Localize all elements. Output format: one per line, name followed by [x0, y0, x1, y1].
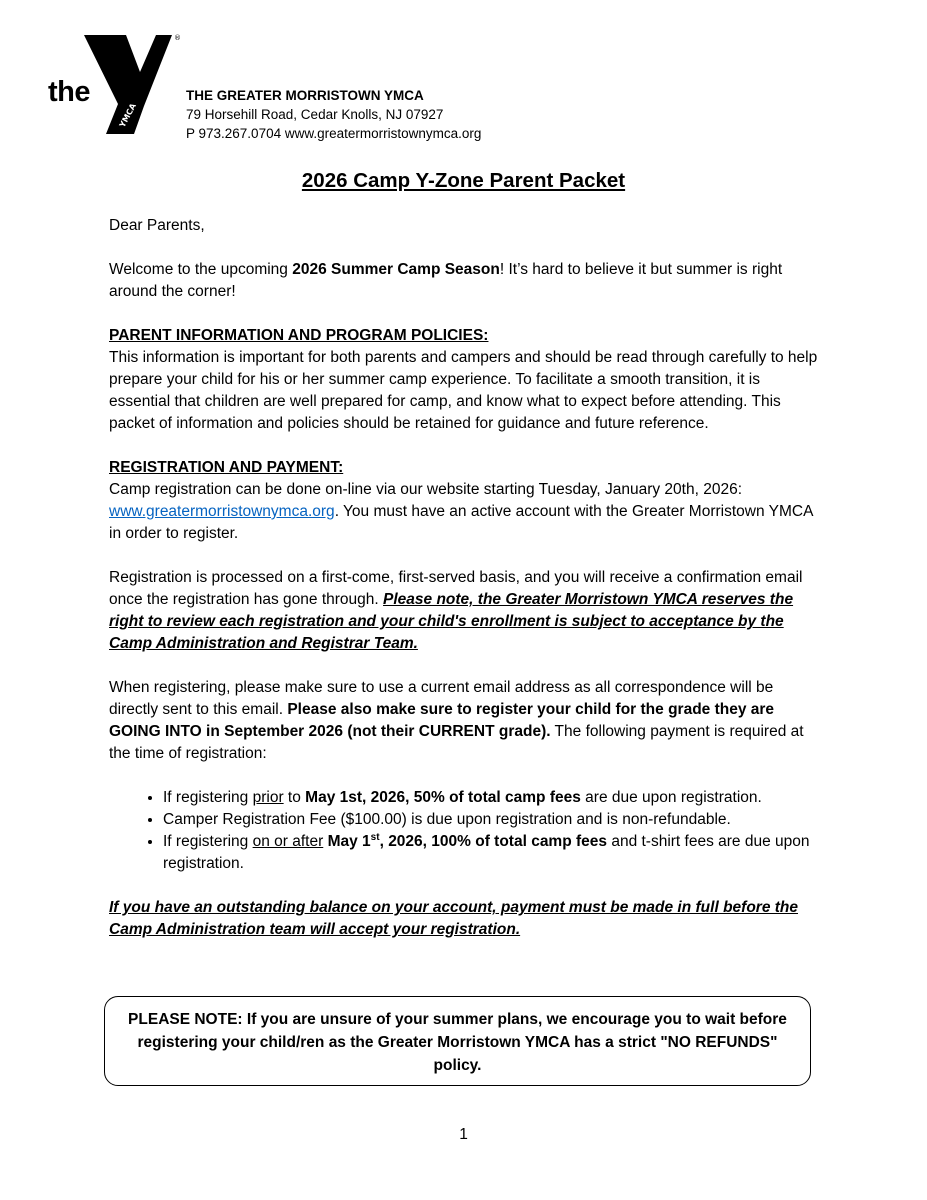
logo-ymca-text: YMCA — [117, 101, 138, 129]
reg-p1-post: . You must have an active account with the Greater Morristown YMCA in order to register. — [109, 503, 813, 542]
b3-bold-1: May 1 — [327, 833, 371, 850]
welcome-pre: Welcome to the upcoming — [109, 261, 293, 278]
b3-bold-2: , 2026, 100% of total camp fees — [379, 833, 608, 850]
b1-underline: prior — [252, 789, 284, 806]
b1-b: to — [283, 789, 306, 806]
b1-bold: May 1st, 2026, 50% of total camp fees — [305, 789, 581, 806]
org-header — [186, 86, 481, 143]
refund-notice-box — [104, 996, 811, 1086]
b3-underline: on or after — [252, 833, 324, 850]
y-logo-icon — [84, 32, 188, 140]
registration-paragraph-2 — [109, 567, 821, 655]
website-link[interactable]: www.greatermorristownymca.org — [109, 503, 335, 520]
registration-heading: REGISTRATION AND PAYMENT: — [109, 459, 344, 476]
reg-p3-bold: Please also make sure to register your child for the grade they are GOING INTO in September 2026 (not their CURRENT grade). — [109, 701, 775, 740]
reg-p2-pre: Registration is processed on a first-come, first-served basis, and you will receive a confirmation email once the registration has gone through. — [109, 569, 803, 608]
reg-p1-pre: Camp registration can be done on-line via our website starting Tuesday, January 20th, 2026: — [109, 481, 743, 498]
org-name: THE GREATER MORRISTOWN YMCA — [186, 88, 424, 103]
reg-p3-pre: When registering, please make sure to use a current email address as all correspondence will be directly sent to this email. — [109, 679, 774, 718]
b3-a: If registering — [163, 833, 253, 850]
b1-c: are due upon registration. — [580, 789, 762, 806]
org-contact: P 973.267.0704 www.greatermorristownymca.org — [186, 126, 482, 141]
welcome-bold: 2026 Summer Camp Season — [292, 261, 500, 278]
b3-c: and t-shirt fees are due upon registration. — [163, 833, 810, 872]
page-number: 1 — [459, 1126, 468, 1143]
b3-sup: st — [370, 831, 380, 843]
payment-item-fee: • Camper Registration Fee ($100.00) is due upon registration and is non-refundable. — [163, 809, 821, 831]
org-address: 79 Horsehill Road, Cedar Knolls, NJ 07927 — [186, 107, 444, 122]
page-title: 2026 Camp Y-Zone Parent Packet — [301, 169, 626, 192]
payment-item-prior — [163, 787, 821, 809]
b1-a: If registering — [163, 789, 253, 806]
ymca-logo — [48, 32, 188, 142]
payment-item-after — [163, 831, 821, 875]
welcome-paragraph — [109, 259, 821, 303]
welcome-post: ! It’s hard to believe it but summer is right around the corner! — [109, 261, 783, 300]
logo-the-text: the — [48, 76, 90, 108]
registered-mark: ® — [174, 34, 181, 42]
greeting: Dear Parents, — [109, 217, 205, 234]
reg-p3-post: The following payment is required at the time of registration: — [109, 723, 804, 762]
policies-heading: PARENT INFORMATION AND PROGRAM POLICIES: — [109, 327, 489, 344]
b3-bold — [328, 833, 607, 850]
reg-p2-emphasis: Please note, the Greater Morristown YMCA reserves the right to review each registration and your child's enrollment is subject to acceptance by the Camp Administration and Registrar Team. — [109, 591, 794, 652]
registration-paragraph-1 — [109, 479, 821, 545]
registration-paragraph-3 — [109, 677, 821, 765]
balance-note: If you have an outstanding balance on your account, payment must be made in full before the Camp Administration team will accept your registration. — [109, 899, 798, 938]
letter-body — [109, 215, 821, 941]
refund-notice-text: PLEASE NOTE: If you are unsure of your summer plans, we encourage you to wait before registering your child/ren as the Greater Morristown YMCA has a strict "NO REFUNDS" policy. — [128, 1011, 787, 1074]
policies-body: This information is important for both parents and campers and should be read through carefully to help prepare your child for his or her summer camp experience. To facilitate a smooth transition, it is essential that children are well prepared for camp, and know what to expect before attending. This packet of information and policies should be retained for guidance and future reference. — [109, 349, 818, 432]
payment-list — [109, 787, 821, 875]
